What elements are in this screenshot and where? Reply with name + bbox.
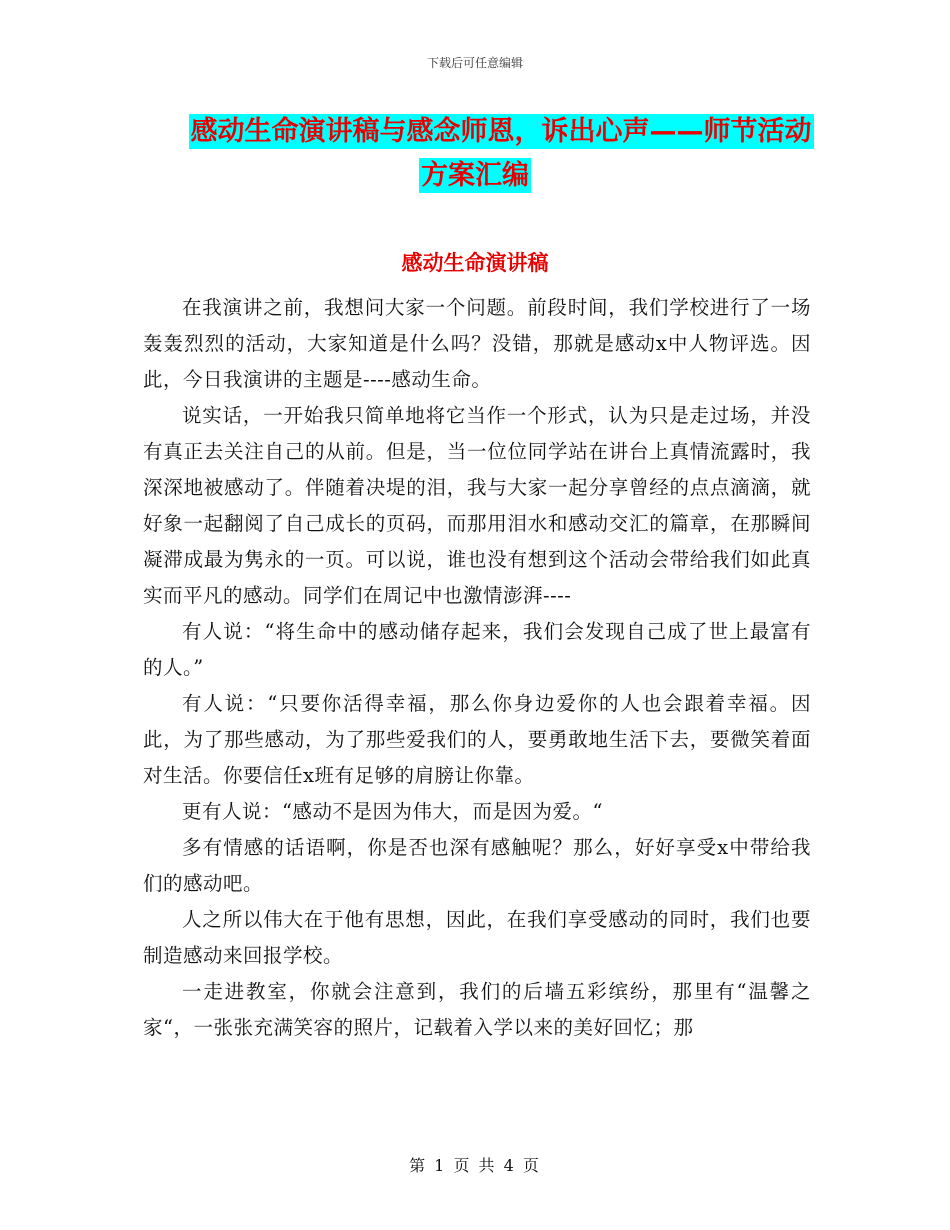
document-title-line-2-text: 方案汇编 bbox=[421, 160, 529, 191]
paragraph: 更有人说：“感动不是因为伟大，而是因为爱。“ bbox=[182, 800, 603, 823]
paragraph: 说实话，一开始我只简单地将它当作一个形式，认为只是走过场，并没有真正去关注自己的从前。但是，当一位位同学站在讲台上真情流露时，我深深地被感动了。伴随着决堤的泪，我与大家一起分享曾经的点点滴滴，就好象一起翻阅了自己成长的页码，而那用泪水和感动交汇的篇章，在那瞬间凝滞成最为隽永的一页。可以说，谁也没有想到这个活动会带给我们如此真实而平凡的感动。同学们在周记中也激情澎湃---- bbox=[143, 404, 811, 607]
document-title-line-1 bbox=[52, 110, 950, 154]
section-title: 感动生命演讲稿 bbox=[401, 251, 549, 275]
document-title bbox=[0, 110, 950, 198]
document-title-line-2 bbox=[0, 154, 950, 198]
paragraph: 多有情感的话语啊，你是否也深有感触呢？那么，好好享受x中带给我们的感动吧。 bbox=[143, 836, 811, 895]
header-note: 下载后可任意编辑 bbox=[426, 56, 523, 70]
document-body bbox=[143, 290, 811, 1046]
paragraph: 有人说：“将生命中的感动储存起来，我们会发现自己成了世上最富有的人。” bbox=[143, 620, 811, 679]
paragraph: 有人说：“只要你活得幸福，那么你身边爱你的人也会跟着幸福。因此，为了那些感动，为了那些爱我们的人，要勇敢地生活下去，要微笑着面对生活。你要信任x班有足够的肩膀让你靠。 bbox=[143, 692, 811, 787]
paragraph: 一走进教室，你就会注意到，我们的后墙五彩缤纷，那里有“温馨之家“，一张张充满笑容的照片，记载着入学以来的美好回忆；那 bbox=[143, 980, 811, 1039]
page-number-footer: 第 1 页 共 4 页 bbox=[409, 1156, 541, 1175]
paragraph: 人之所以伟大在于他有思想，因此，在我们享受感动的同时，我们也要制造感动来回报学校。 bbox=[143, 908, 811, 967]
document-title-line-1-text: 感动生命演讲稿与感念师恩，诉出心声——师节活动 bbox=[190, 116, 812, 147]
paragraph: 在我演讲之前，我想问大家一个问题。前段时间，我们学校进行了一场轰轰烈烈的活动，大家知道是什么吗？没错，那就是感动x中人物评选。因此，今日我演讲的主题是----感动生命。 bbox=[143, 296, 811, 391]
